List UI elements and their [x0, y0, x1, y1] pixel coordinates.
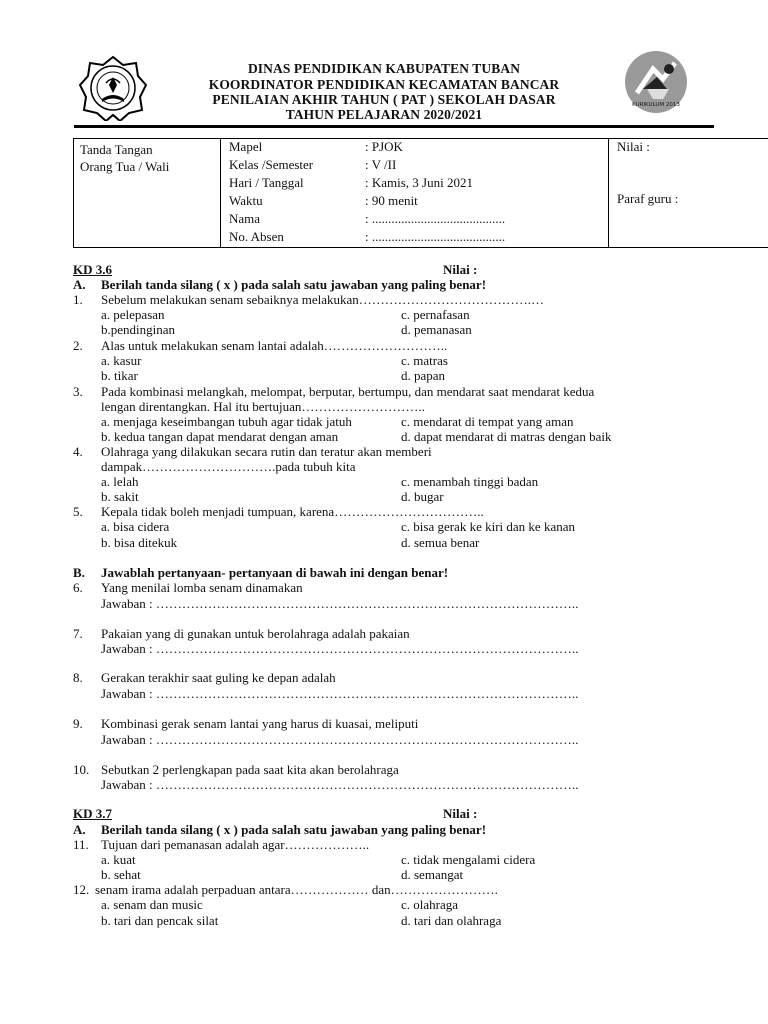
student-info-table: [73, 138, 768, 248]
question-11: [0, 837, 768, 853]
answer-label[interactable]: Jawaban : ……………………………………………………………………………………..: [101, 686, 579, 701]
kd36-nilai: Nilai :: [443, 262, 478, 277]
answer-label[interactable]: Jawaban : ……………………………………………………………………………………..: [101, 641, 579, 656]
question-text-continued: dampak………………………….pada tubuh kita: [101, 459, 356, 474]
header-line-2: KOORDINATOR PENDIDIKAN KECAMATAN BANCAR: [208, 77, 560, 92]
answer-line-9[interactable]: [0, 732, 768, 748]
option-a[interactable]: a. bisa cidera: [101, 519, 170, 534]
kd37-nilai: Nilai :: [443, 806, 478, 821]
question-11-options-row-2: [0, 867, 768, 883]
svg-text:KURIKULUM 2013: KURIKULUM 2013: [632, 102, 680, 108]
option-b[interactable]: b. tikar: [101, 368, 138, 383]
question-text: Kepala tidak boleh menjadi tumpuan, karena……………………………..: [101, 504, 484, 519]
option-c[interactable]: c. bisa gerak ke kiri dan ke kanan: [401, 519, 575, 534]
field-value-absen[interactable]: : .........................................: [365, 229, 506, 244]
question-number: 6.: [73, 580, 83, 595]
question-number: 4.: [73, 444, 83, 459]
answer-label[interactable]: Jawaban : ……………………………………………………………………………………..: [101, 596, 579, 611]
option-a[interactable]: a. senam dan music: [101, 897, 203, 912]
question-2: [0, 338, 768, 354]
option-c[interactable]: c. olahraga: [401, 897, 459, 912]
section-letter: A.: [73, 822, 86, 837]
question-4-continued: [0, 459, 768, 475]
question-1: [0, 292, 768, 308]
field-label-nama: Nama: [229, 211, 261, 226]
question-number: 2.: [73, 338, 83, 353]
grade-cell[interactable]: [609, 139, 768, 248]
question-1-options-row-1: [0, 307, 768, 323]
question-8: [0, 670, 768, 686]
kd37-title: KD 3.7: [73, 806, 112, 821]
option-d[interactable]: d. bugar: [401, 489, 444, 504]
option-a[interactable]: a. kasur: [101, 353, 142, 368]
kd37-section-a: [0, 822, 768, 838]
question-text: Pada kombinasi melangkah, melompat, berputar, bertumpu, dan mendarat saat mendarat kedua: [101, 384, 595, 399]
option-c[interactable]: c. tidak mengalami cidera: [401, 852, 536, 867]
signature-label-1: Tanda Tangan: [80, 142, 153, 157]
question-5-options-row-2: [0, 535, 768, 551]
option-c[interactable]: c. mendarat di tempat yang aman: [401, 414, 574, 429]
question-text: Pakaian yang di gunakan untuk berolahraga adalah pakaian: [101, 626, 410, 641]
question-number: 5.: [73, 504, 83, 519]
option-d[interactable]: d. pemanasan: [401, 322, 472, 337]
question-number: 3.: [73, 384, 83, 399]
field-label-mapel: Mapel: [229, 139, 263, 154]
section-letter: B.: [73, 565, 85, 580]
section-instruction: Berilah tanda silang ( x ) pada salah satu jawaban yang paling benar!: [101, 822, 487, 837]
question-3-continued: [0, 399, 768, 415]
question-4-options-row-2: [0, 489, 768, 505]
field-value-mapel: : PJOK: [365, 139, 403, 154]
option-a[interactable]: a. kuat: [101, 852, 136, 867]
header-line-1: DINAS PENDIDIKAN KABUPATEN TUBAN: [247, 61, 521, 76]
section-instruction: Jawablah pertanyaan- pertanyaan di bawah ini dengan benar!: [101, 565, 449, 580]
kd36-section-b: [0, 565, 768, 581]
question-3: [0, 384, 768, 400]
question-text: Sebutkan 2 perlengkapan pada saat kita akan berolahraga: [101, 762, 399, 777]
answer-label[interactable]: Jawaban : ……………………………………………………………………………………..: [101, 732, 579, 747]
field-label-absen: No. Absen: [229, 229, 284, 244]
section-instruction: Berilah tanda silang ( x ) pada salah satu jawaban yang paling benar!: [101, 277, 487, 292]
question-12-options-row-1: [0, 897, 768, 913]
question-2-options-row-1: [0, 353, 768, 369]
question-number: 9.: [73, 716, 83, 731]
question-3-options-row-1: [0, 414, 768, 430]
question-number: 1.: [73, 292, 83, 307]
option-b[interactable]: b. tari dan pencak silat: [101, 913, 219, 928]
question-text: senam irama adalah perpaduan antara……………… dan…………………….: [95, 882, 498, 897]
question-4: [0, 444, 768, 460]
header-line-4: TAHUN PELAJARAN 2020/2021: [285, 107, 483, 122]
option-d[interactable]: d. semua benar: [401, 535, 480, 550]
question-text: Gerakan terakhir saat guling ke depan adalah: [101, 670, 336, 685]
question-12: [0, 882, 768, 898]
answer-line-7[interactable]: [0, 641, 768, 657]
option-b[interactable]: b. bisa ditekuk: [101, 535, 178, 550]
field-label-hari: Hari / Tanggal: [229, 175, 304, 190]
question-text: Tujuan dari pemanasan adalah agar………………..: [101, 837, 370, 852]
question-number: 8.: [73, 670, 83, 685]
question-9: [0, 716, 768, 732]
signature-cell[interactable]: [74, 139, 221, 248]
answer-label[interactable]: Jawaban : ……………………………………………………………………………………..: [101, 777, 579, 792]
answer-line-8[interactable]: [0, 686, 768, 702]
kd36-section-a: [0, 277, 768, 293]
option-b[interactable]: b. sehat: [101, 867, 141, 882]
option-b[interactable]: b. kedua tangan dapat mendarat dengan aman: [101, 429, 339, 444]
field-label-waktu: Waktu: [229, 193, 263, 208]
question-2-options-row-2: [0, 368, 768, 384]
question-5-options-row-1: [0, 519, 768, 535]
field-value-nama[interactable]: : .........................................: [365, 211, 506, 226]
question-3-options-row-2: [0, 429, 768, 445]
question-text-continued: lengan direntangkan. Hal itu bertujuan………………………..: [101, 399, 425, 414]
field-label-kelas: Kelas /Semester: [229, 157, 314, 172]
option-b[interactable]: b. sakit: [101, 489, 139, 504]
field-value-hari: : Kamis, 3 Juni 2021: [365, 175, 473, 190]
option-d[interactable]: d. semangat: [401, 867, 464, 882]
question-text: Sebelum melakukan senam sebaiknya melakukan………………………………….…: [101, 292, 545, 307]
question-7: [0, 626, 768, 642]
question-number: 10.: [73, 762, 90, 777]
header-divider: [74, 125, 714, 128]
option-a[interactable]: a. menjaga keseimbangan tubuh agar tidak jatuh: [101, 414, 352, 429]
exam-details-cell: [221, 139, 609, 248]
kd36-title: KD 3.6: [73, 262, 112, 277]
answer-line-10[interactable]: [0, 777, 768, 793]
question-5: [0, 504, 768, 520]
field-value-waktu: : 90 menit: [365, 193, 418, 208]
option-d[interactable]: d. tari dan olahraga: [401, 913, 502, 928]
question-text: Kombinasi gerak senam lantai yang harus di kuasai, meliputi: [101, 716, 419, 731]
option-c[interactable]: c. pernafasan: [401, 307, 470, 322]
option-c[interactable]: c. matras: [401, 353, 448, 368]
option-c[interactable]: c. menambah tinggi badan: [401, 474, 539, 489]
question-10: [0, 762, 768, 778]
nilai-label: Nilai :: [617, 139, 650, 154]
header-line-3: PENILAIAN AKHIR TAHUN ( PAT ) SEKOLAH DASAR: [212, 92, 556, 107]
question-11-options-row-1: [0, 852, 768, 868]
question-number: 12.: [73, 882, 90, 897]
question-text: Alas untuk melakukan senam lantai adalah………………………..: [101, 338, 448, 353]
option-a[interactable]: a. pelepasan: [101, 307, 165, 322]
question-number: 7.: [73, 626, 83, 641]
question-text: Yang menilai lomba senam dinamakan: [101, 580, 303, 595]
option-b[interactable]: b.pendinginan: [101, 322, 176, 337]
section-letter: A.: [73, 277, 86, 292]
option-d[interactable]: d. dapat mendarat di matras dengan baik: [401, 429, 612, 444]
answer-line-6[interactable]: [0, 596, 768, 612]
question-number: 11.: [73, 837, 89, 852]
option-a[interactable]: a. lelah: [101, 474, 139, 489]
option-d[interactable]: d. papan: [401, 368, 446, 383]
field-value-kelas: : V /II: [365, 157, 397, 172]
paraf-guru-label: Paraf guru :: [617, 191, 679, 206]
signature-label-2: Orang Tua / Wali: [80, 158, 170, 174]
question-1-options-row-2: [0, 322, 768, 338]
question-12-options-row-2: [0, 913, 768, 929]
question-4-options-row-1: [0, 474, 768, 490]
question-6: [0, 580, 768, 596]
question-text: Olahraga yang dilakukan secara rutin dan teratur akan memberi: [101, 444, 432, 459]
